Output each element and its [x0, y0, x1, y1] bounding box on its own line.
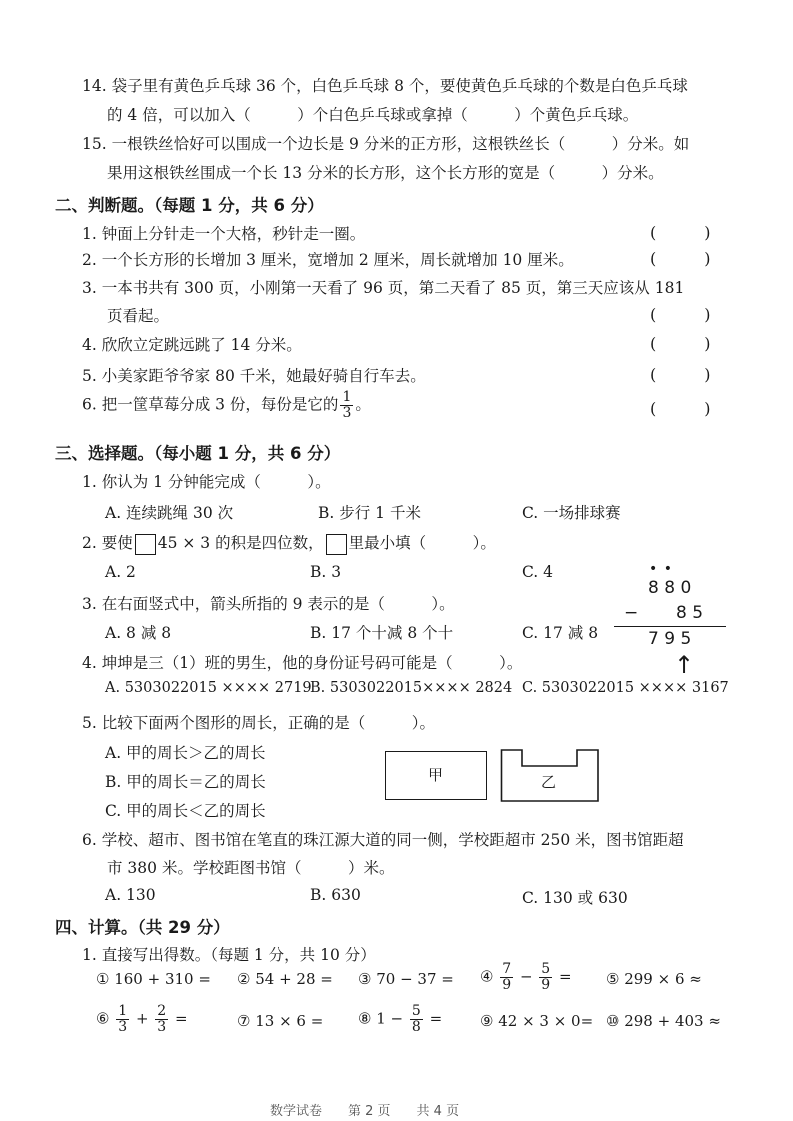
up-arrow-icon: ↑: [674, 651, 695, 679]
judge-item-2: 2. 一个长方形的长增加 3 厘米，宽增加 2 厘米，周长就增加 10 厘米。: [82, 251, 574, 269]
choice-q4-opt-b[interactable]: B. 5303022015×××× 2824: [310, 680, 513, 696]
judge-item-3: 3. 一本书共有 300 页，小刚第一天看了 96 页，第二天看了 85 页，第三天应该从 181: [82, 279, 685, 297]
calc-sub-title: 1. 直接写出得数。（每题 1 分，共 10 分）: [82, 946, 376, 964]
vertical-result: 7 9 5: [648, 629, 692, 649]
vertical-row-1: 8 8 0: [648, 578, 692, 598]
choice-q2-opt-c[interactable]: C. 4: [522, 563, 554, 581]
choice-q5-opt-b[interactable]: B. 甲的周长＝乙的周长: [105, 773, 266, 791]
calc-section-title: 四、计算。（共 29 分）: [55, 918, 230, 937]
calc-3: ③ 70 − 37 =: [358, 970, 454, 988]
fraction-5-8: [410, 1004, 423, 1035]
calc-4: [480, 962, 572, 993]
choice-q3: 3. 在右面竖式中，箭头所指的 9 表示的是（ ）。: [82, 595, 455, 613]
shape-yi-label: 乙: [541, 773, 557, 791]
vertical-divider-line: [614, 626, 726, 627]
judge-item-6-text: 6. 把一筐草莓分成 3 份，每份是它的: [82, 395, 339, 414]
calc-7: ⑦ 13 × 6 =: [237, 1012, 324, 1030]
minus-sign: −: [624, 603, 639, 623]
choice-q5: 5. 比较下面两个图形的周长，正确的是（ ）。: [82, 714, 435, 732]
judge-answer-3[interactable]: ( ): [650, 305, 711, 324]
choice-q2-opt-b[interactable]: B. 3: [310, 563, 342, 581]
blank-box: [135, 534, 156, 555]
judge-section-title: 二、判断题。（每题 1 分，共 6 分）: [55, 196, 324, 215]
calc-9: ⑨ 42 × 3 × 0=: [480, 1012, 594, 1030]
choice-q6-line1: 6. 学校、超市、图书馆在笔直的珠江源大道的同一侧，学校距超市 250 米，图书馆距超: [82, 831, 684, 849]
blank-box: [326, 534, 347, 555]
choice-q2-part2: 45 × 3 的积是四位数，: [157, 534, 324, 552]
choice-q3-opt-a[interactable]: A. 8 减 8: [105, 624, 172, 642]
choice-q6-opt-a[interactable]: A. 130: [105, 886, 156, 904]
choice-q2-part3: 里最小填（ ）。: [348, 534, 496, 552]
calc-6: [96, 1004, 188, 1035]
judge-item-3-cont: 页看起。: [107, 307, 170, 325]
judge-answer-5[interactable]: ( ): [650, 365, 711, 384]
fraction-1-3: [116, 1004, 129, 1035]
calc-4-op: −: [519, 967, 533, 986]
q15-line2: 果用这根铁丝围成一个长 13 分米的长方形，这个长方形的宽是（ ）分米。: [107, 164, 664, 182]
judge-answer-4[interactable]: ( ): [650, 334, 711, 353]
frac-num: 1: [118, 1003, 128, 1019]
choice-q3-opt-c[interactable]: C. 17 减 8: [522, 624, 599, 642]
judge-item-6-end: 。: [355, 395, 371, 414]
fraction-7-9: [500, 962, 513, 993]
shape-jia-label: 甲: [428, 766, 444, 784]
frac-num: 7: [502, 961, 512, 977]
frac-num: 1: [342, 389, 352, 405]
judge-item-4: 4. 欣欣立定跳远跳了 14 分米。: [82, 336, 302, 354]
calc-6-op: +: [135, 1009, 149, 1028]
fraction-5-9: [539, 962, 552, 993]
choice-q2-part1: 2. 要使: [82, 534, 133, 552]
frac-den: 3: [118, 1019, 128, 1035]
choice-q6-opt-c[interactable]: C. 130 或 630: [522, 889, 628, 907]
borrow-dots: • •: [649, 561, 673, 577]
frac-num: 5: [411, 1003, 421, 1019]
calc-5: ⑤ 299 × 6 ≈: [606, 970, 702, 988]
vertical-row-2: 8 5: [676, 603, 704, 623]
choice-q1: 1. 你认为 1 分钟能完成（ ）。: [82, 473, 331, 491]
shape-jia: [385, 751, 487, 800]
judge-item-6: [82, 390, 371, 421]
frac-den: 9: [541, 977, 551, 993]
fraction-one-third: [340, 390, 353, 421]
judge-answer-1[interactable]: ( ): [650, 223, 711, 242]
judge-item-5: 5. 小美家距爷爷家 80 千米，她最好骑自行车去。: [82, 367, 426, 385]
calc-8-eq: =: [429, 1009, 443, 1028]
choice-q1-opt-a[interactable]: A. 连续跳绳 30 次: [105, 504, 234, 522]
choice-q6-line2: 市 380 米。学校距图书馆（ ）米。: [107, 859, 395, 877]
choice-q4-opt-c[interactable]: C. 5303022015 ×××× 3167: [522, 680, 729, 696]
q15-line1: 15. 一根铁丝恰好可以围成一个边长是 9 分米的正方形，这根铁丝长（ ）分米。如: [82, 135, 690, 153]
calc-1: ① 160 + 310 =: [96, 970, 211, 988]
calc-6-label: ⑥: [96, 1009, 110, 1028]
frac-den: 9: [502, 977, 512, 993]
frac-den: 3: [342, 405, 352, 421]
frac-num: 2: [157, 1003, 167, 1019]
judge-answer-2[interactable]: ( ): [650, 249, 711, 268]
calc-4-label: ④: [480, 967, 494, 986]
page-footer: 数学试卷 第 2 页 共 4 页: [270, 1104, 460, 1119]
frac-den: 8: [411, 1019, 421, 1035]
choice-q1-opt-c[interactable]: C. 一场排球赛: [522, 504, 621, 522]
choice-q1-opt-b[interactable]: B. 步行 1 千米: [318, 504, 421, 522]
calc-10: ⑩ 298 + 403 ≈: [606, 1012, 721, 1030]
choice-q6-opt-b[interactable]: B. 630: [310, 886, 361, 904]
choice-q4-opt-a[interactable]: A. 5303022015 ×××× 2719: [105, 680, 312, 696]
calc-2: ② 54 + 28 =: [237, 970, 333, 988]
calc-6-eq: =: [175, 1009, 188, 1028]
q14-line2: 的 4 倍，可以加入（ ）个白色乒乓球或拿掉（ ）个黄色乒乓球。: [107, 106, 639, 124]
choice-q2: [82, 531, 496, 555]
calc-8: [358, 1004, 442, 1035]
choice-section-title: 三、选择题。（每小题 1 分，共 6 分）: [55, 444, 341, 463]
judge-item-1: 1. 钟面上分针走一个大格，秒针走一圈。: [82, 225, 366, 243]
choice-q2-opt-a[interactable]: A. 2: [105, 563, 136, 581]
q14-line1: 14. 袋子里有黄色乒乓球 36 个，白色乒乓球 8 个，要使黄色乒乓球的个数是白色乒乓球: [82, 77, 688, 95]
choice-q4: 4. 坤坤是三（1）班的男生，他的身份证号码可能是（ ）。: [82, 654, 523, 672]
choice-q3-opt-b[interactable]: B. 17 个十减 8 个十: [310, 624, 454, 642]
judge-answer-6[interactable]: ( ): [650, 399, 711, 418]
fraction-2-3: [155, 1004, 168, 1035]
choice-q5-opt-c[interactable]: C. 甲的周长＜乙的周长: [105, 802, 266, 820]
calc-4-eq: =: [559, 967, 572, 986]
calc-8-label: ⑧ 1 −: [358, 1009, 404, 1028]
frac-den: 3: [157, 1019, 167, 1035]
frac-num: 5: [541, 961, 551, 977]
choice-q5-opt-a[interactable]: A. 甲的周长＞乙的周长: [105, 744, 266, 762]
